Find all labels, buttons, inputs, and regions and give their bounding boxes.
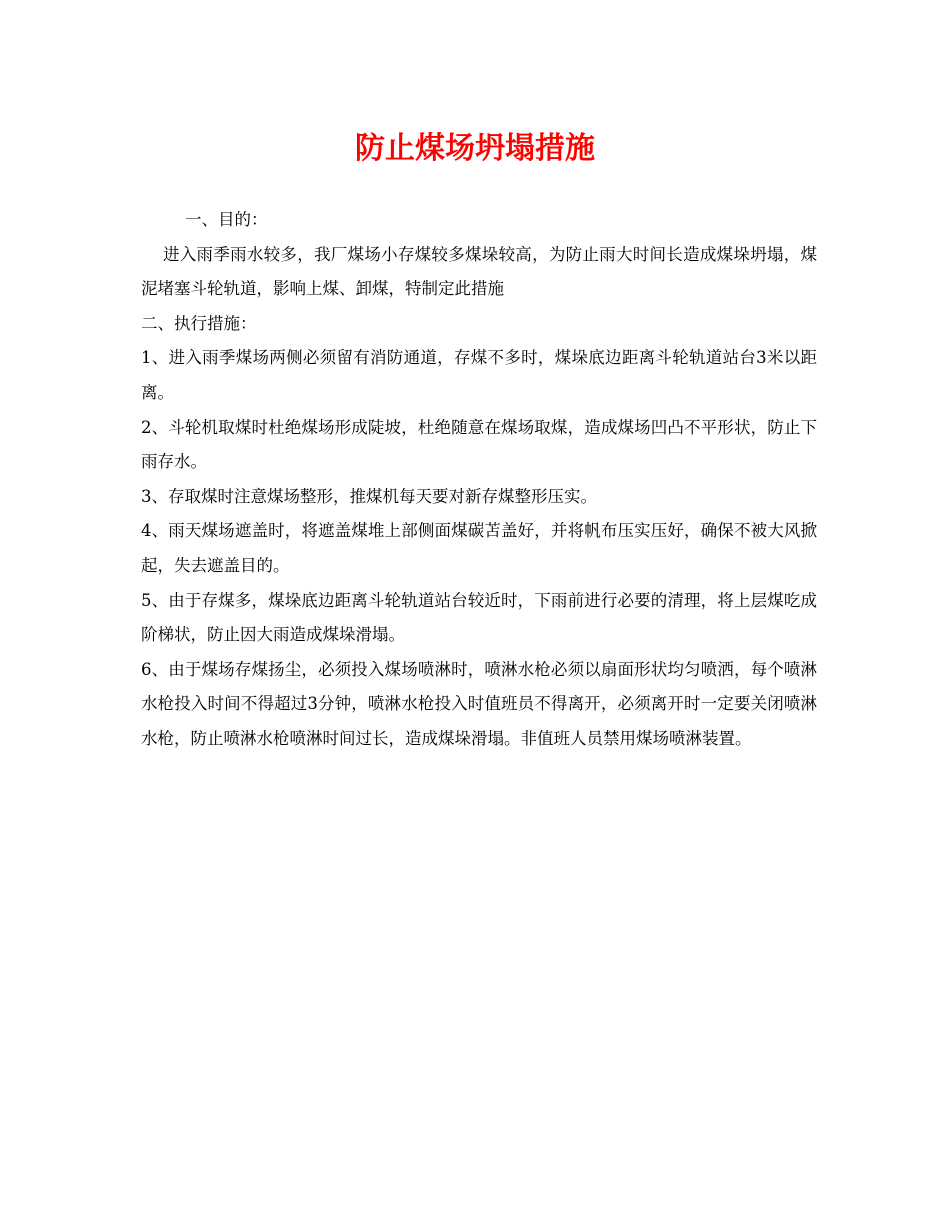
section-heading-purpose: 一、目的：: [185, 210, 268, 229]
measure-item-3: 3、存取煤时注意煤场整形，推煤机每天要对新存煤整形压实。: [141, 486, 597, 506]
measure-item-2: 2、斗轮机取煤时杜绝煤场形成陡坡，杜绝随意在煤场取煤，造成煤场凹凸不平形状，防止下雨存水。: [141, 417, 817, 472]
measure-item-6: 6、由于煤场存煤扬尘，必须投入煤场喷淋时，喷淋水枪必须以扇面形状均匀喷洒，每个喷淋水枪投入时间不得超过3分钟，喷淋水枪投入时值班员不得离开，必须离开时一定要关闭喷淋水枪，防止喷淋水枪喷淋时间过长，造成煤垛滑塌。非值班人员禁用煤场喷淋装置。: [141, 659, 817, 748]
document-body: [141, 203, 817, 757]
measure-item-5: 5、由于存煤多，煤垛底边距离斗轮轨道站台较近时，下雨前进行必要的清理，将上层煤吃成阶梯状，防止因大雨造成煤垛滑塌。: [141, 590, 817, 645]
measure-item-4: 4、雨天煤场遮盖时，将遮盖煤堆上部侧面煤碳苫盖好，并将帆布压实压好，确保不被大风掀起，失去遮盖目的。: [141, 521, 817, 575]
purpose-paragraph: 进入雨季雨水较多，我厂煤场小存煤较多煤垛较高，为防止雨大时间长造成煤垛坍塌，煤泥堵塞斗轮轨道，影响上煤、卸煤，特制定此措施: [141, 244, 817, 299]
document-title: 防止煤场坍塌措施: [355, 131, 595, 166]
section-heading-measures: 二、执行措施：: [141, 313, 257, 333]
measure-item-1: 1、进入雨季煤场两侧必须留有消防通道，存煤不多时，煤垛底边距离斗轮轨道站台3米以距离。: [141, 348, 817, 402]
